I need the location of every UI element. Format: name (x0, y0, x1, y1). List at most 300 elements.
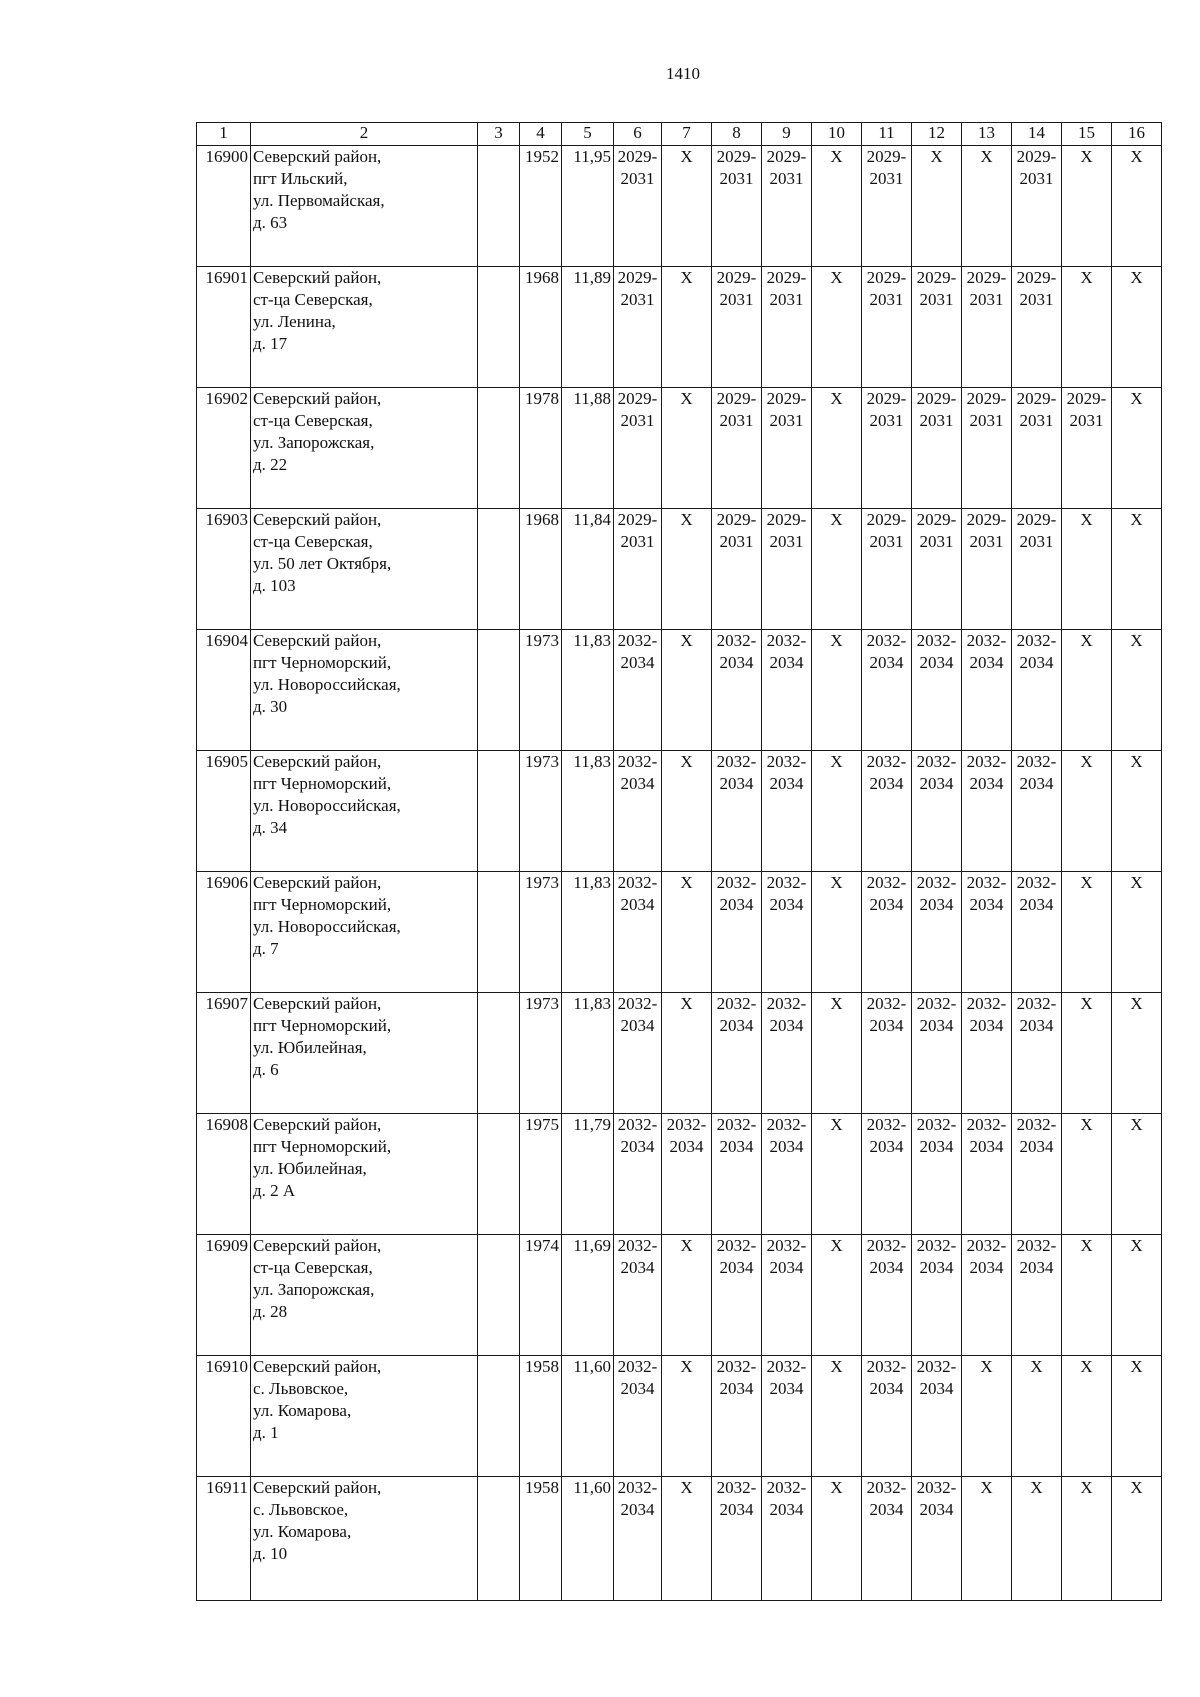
period-cell-col-8 (712, 146, 762, 267)
period-cell-col-13 (962, 630, 1012, 751)
period-cell-col-6 (614, 1356, 662, 1477)
column-header-7: 7 (662, 123, 712, 146)
address-cell (251, 751, 478, 872)
address-line: Северский район, (253, 873, 382, 892)
address-line: Северский район, (253, 147, 382, 166)
period-line: Х (1030, 1357, 1043, 1376)
period-line: Х (1130, 631, 1143, 650)
period-line: 2031 (620, 169, 655, 188)
column-3-cell (478, 146, 520, 267)
period-cell-col-9 (762, 751, 812, 872)
period-line: 2032- (766, 752, 807, 771)
period-line: 2031 (719, 532, 754, 551)
period-line: 2034 (719, 1137, 754, 1156)
period-line: 2029- (866, 389, 907, 408)
period-cell-col-9 (762, 509, 812, 630)
period-line: Х (1080, 510, 1093, 529)
period-cell-col-15 (1062, 1356, 1112, 1477)
period-cell-col-13 (962, 1235, 1012, 1356)
column-header-6: 6 (614, 123, 662, 146)
column-header-5: 5 (562, 123, 614, 146)
period-line: Х (1080, 147, 1093, 166)
address-cell (251, 872, 478, 993)
period-cell-col-6 (614, 1114, 662, 1235)
period-line: Х (980, 1357, 993, 1376)
period-cell-col-16 (1112, 1235, 1162, 1356)
period-cell-col-12 (912, 1477, 962, 1601)
period-line: 2032- (916, 1478, 957, 1497)
period-cell-col-13 (962, 1356, 1012, 1477)
year-cell: 1975 (520, 1114, 562, 1235)
period-cell-col-14 (1012, 872, 1062, 993)
period-line: 2034 (669, 1137, 704, 1156)
period-line: 2034 (769, 1379, 804, 1398)
period-line: Х (1080, 873, 1093, 892)
table-row (197, 751, 1162, 872)
period-line: 2029- (766, 147, 807, 166)
wear-cell: 11,95 (562, 146, 614, 267)
period-line: 2034 (719, 1379, 754, 1398)
period-cell-col-10 (812, 993, 862, 1114)
period-line: 2031 (620, 532, 655, 551)
period-line: 2034 (919, 1379, 954, 1398)
period-line: 2034 (969, 1137, 1004, 1156)
period-cell-col-14 (1012, 1356, 1062, 1477)
period-cell-col-6 (614, 630, 662, 751)
period-cell-col-7 (662, 751, 712, 872)
period-line: 2034 (869, 1137, 904, 1156)
period-line: 2029- (866, 510, 907, 529)
wear-cell: 11,60 (562, 1477, 614, 1601)
period-cell-col-6 (614, 993, 662, 1114)
year-cell: 1973 (520, 993, 562, 1114)
period-cell-col-16 (1112, 146, 1162, 267)
column-3-cell (478, 993, 520, 1114)
period-cell-col-10 (812, 267, 862, 388)
table-row (197, 1477, 1162, 1601)
period-line: 2032- (866, 994, 907, 1013)
period-line: 2034 (769, 1500, 804, 1519)
header-row (197, 123, 1162, 146)
period-line: 2034 (869, 895, 904, 914)
period-cell-col-8 (712, 1235, 762, 1356)
year-cell: 1968 (520, 509, 562, 630)
period-line: 2034 (620, 1500, 655, 1519)
period-line: 2032- (716, 994, 757, 1013)
period-line: Х (1130, 752, 1143, 771)
year-cell: 1973 (520, 630, 562, 751)
column-header-1: 1 (197, 123, 251, 146)
period-line: 2029- (1016, 389, 1057, 408)
period-line: Х (680, 389, 693, 408)
address-line: д. 1 (253, 1423, 279, 1442)
table-row (197, 630, 1162, 751)
period-line: Х (830, 994, 843, 1013)
period-cell-col-16 (1112, 388, 1162, 509)
period-cell-col-13 (962, 267, 1012, 388)
period-cell-col-7 (662, 993, 712, 1114)
address-line: ул. Первомайская, (253, 191, 385, 210)
period-line: 2032- (916, 873, 957, 892)
period-line: 2032- (617, 994, 658, 1013)
period-cell-col-9 (762, 1356, 812, 1477)
period-cell-col-12 (912, 267, 962, 388)
period-line: 2029- (716, 268, 757, 287)
period-line: 2034 (919, 1500, 954, 1519)
period-cell-col-14 (1012, 751, 1062, 872)
address-line: ул. Новороссийская, (253, 796, 401, 815)
period-line: 2031 (769, 169, 804, 188)
period-line: 2032- (1016, 873, 1057, 892)
period-line: 2032- (766, 1478, 807, 1497)
column-3-cell (478, 872, 520, 993)
period-cell-col-11 (862, 751, 912, 872)
period-line: 2031 (1019, 169, 1054, 188)
wear-cell: 11,69 (562, 1235, 614, 1356)
period-cell-col-12 (912, 146, 962, 267)
column-header-15: 15 (1062, 123, 1112, 146)
address-line: ул. Новороссийская, (253, 675, 401, 694)
period-cell-col-6 (614, 1235, 662, 1356)
period-cell-col-11 (862, 872, 912, 993)
period-line: 2031 (869, 290, 904, 309)
period-line: 2032- (866, 752, 907, 771)
period-line: 2032- (666, 1115, 707, 1134)
period-line: Х (1130, 1357, 1143, 1376)
period-cell-col-15 (1062, 388, 1112, 509)
period-cell-col-12 (912, 630, 962, 751)
wear-cell: 11,88 (562, 388, 614, 509)
period-cell-col-10 (812, 1114, 862, 1235)
period-line: Х (1080, 1236, 1093, 1255)
column-3-cell (478, 388, 520, 509)
address-line: д. 2 А (253, 1181, 296, 1200)
period-line: 2032- (716, 631, 757, 650)
period-cell-col-14 (1012, 1114, 1062, 1235)
period-line: 2031 (969, 290, 1004, 309)
period-line: 2032- (1016, 631, 1057, 650)
period-line: 2031 (620, 290, 655, 309)
period-cell-col-14 (1012, 1477, 1062, 1601)
period-line: 2034 (969, 653, 1004, 672)
year-cell: 1958 (520, 1356, 562, 1477)
period-line: Х (830, 389, 843, 408)
address-line: Северский район, (253, 631, 382, 650)
period-line: 2034 (919, 1137, 954, 1156)
period-line: 2034 (969, 1016, 1004, 1035)
period-line: 2029- (716, 389, 757, 408)
address-line: д. 22 (253, 455, 288, 474)
period-line: 2032- (716, 752, 757, 771)
period-cell-col-8 (712, 872, 762, 993)
period-cell-col-14 (1012, 267, 1062, 388)
period-line: Х (1130, 873, 1143, 892)
period-line: Х (1080, 631, 1093, 650)
wear-cell: 11,83 (562, 993, 614, 1114)
period-cell-col-16 (1112, 1114, 1162, 1235)
period-cell-col-9 (762, 993, 812, 1114)
period-line: 2032- (966, 752, 1007, 771)
period-cell-col-15 (1062, 146, 1112, 267)
period-line: 2031 (869, 169, 904, 188)
period-cell-col-9 (762, 872, 812, 993)
address-line: Северский район, (253, 389, 382, 408)
period-cell-col-11 (862, 388, 912, 509)
table-row (197, 1114, 1162, 1235)
period-line: Х (680, 1236, 693, 1255)
period-cell-col-8 (712, 509, 762, 630)
address-line: ул. Юбилейная, (253, 1159, 367, 1178)
period-cell-col-12 (912, 509, 962, 630)
period-line: 2029- (617, 510, 658, 529)
period-cell-col-13 (962, 146, 1012, 267)
period-line: 2031 (869, 532, 904, 551)
address-line: ул. Юбилейная, (253, 1038, 367, 1057)
period-line: 2029- (916, 389, 957, 408)
period-line: 2034 (919, 895, 954, 914)
period-line: 2032- (916, 994, 957, 1013)
address-line: Северский район, (253, 268, 382, 287)
column-3-cell (478, 1477, 520, 1601)
period-cell-col-16 (1112, 751, 1162, 872)
period-line: 2032- (966, 994, 1007, 1013)
address-line: д. 28 (253, 1302, 288, 1321)
period-cell-col-14 (1012, 509, 1062, 630)
address-line: Северский район, (253, 994, 382, 1013)
period-cell-col-7 (662, 872, 712, 993)
period-line: Х (680, 147, 693, 166)
wear-cell: 11,89 (562, 267, 614, 388)
period-cell-col-11 (862, 1356, 912, 1477)
year-cell: 1974 (520, 1235, 562, 1356)
period-line: 2034 (919, 653, 954, 672)
row-id-cell: 16905 (197, 751, 251, 872)
address-cell (251, 1235, 478, 1356)
period-line: Х (1030, 1478, 1043, 1497)
period-line: 2029- (1066, 389, 1107, 408)
period-line: 2032- (716, 1236, 757, 1255)
period-line: 2032- (617, 1115, 658, 1134)
period-line: 2034 (869, 1016, 904, 1035)
period-line: Х (830, 268, 843, 287)
period-cell-col-16 (1112, 1477, 1162, 1601)
period-line: 2032- (716, 873, 757, 892)
period-line: Х (680, 631, 693, 650)
period-line: Х (830, 1115, 843, 1134)
period-line: Х (1130, 389, 1143, 408)
period-cell-col-12 (912, 993, 962, 1114)
period-cell-col-8 (712, 993, 762, 1114)
row-id-cell: 16902 (197, 388, 251, 509)
period-line: 2031 (769, 411, 804, 430)
period-cell-col-13 (962, 388, 1012, 509)
period-line: 2034 (620, 653, 655, 672)
period-line: 2034 (969, 1258, 1004, 1277)
period-cell-col-15 (1062, 509, 1112, 630)
period-cell-col-12 (912, 1356, 962, 1477)
column-header-10: 10 (812, 123, 862, 146)
period-line: 2031 (969, 532, 1004, 551)
period-line: Х (830, 1478, 843, 1497)
column-header-3: 3 (478, 123, 520, 146)
address-line: ст-ца Северская, (253, 1258, 373, 1277)
address-line: ул. Комарова, (253, 1401, 352, 1420)
period-cell-col-10 (812, 630, 862, 751)
period-cell-col-12 (912, 751, 962, 872)
period-line: 2032- (617, 1236, 658, 1255)
period-line: 2032- (617, 752, 658, 771)
period-line: Х (680, 873, 693, 892)
period-cell-col-11 (862, 630, 912, 751)
period-cell-col-16 (1112, 1356, 1162, 1477)
address-line: ст-ца Северская, (253, 290, 373, 309)
row-id-cell: 16903 (197, 509, 251, 630)
period-line: Х (1080, 994, 1093, 1013)
period-cell-col-8 (712, 1477, 762, 1601)
period-cell-col-9 (762, 1114, 812, 1235)
period-cell-col-8 (712, 267, 762, 388)
period-line: Х (680, 994, 693, 1013)
period-cell-col-15 (1062, 751, 1112, 872)
column-header-16: 16 (1112, 123, 1162, 146)
period-cell-col-9 (762, 267, 812, 388)
period-cell-col-6 (614, 509, 662, 630)
period-cell-col-6 (614, 388, 662, 509)
table-row (197, 267, 1162, 388)
period-line: 2031 (1019, 290, 1054, 309)
row-id-cell: 16909 (197, 1235, 251, 1356)
period-line: Х (1130, 510, 1143, 529)
period-line: 2032- (966, 631, 1007, 650)
address-cell (251, 146, 478, 267)
period-line: Х (980, 147, 993, 166)
period-line: 2034 (969, 774, 1004, 793)
period-cell-col-14 (1012, 388, 1062, 509)
period-line: 2032- (617, 631, 658, 650)
row-id-cell: 16901 (197, 267, 251, 388)
table-row (197, 1356, 1162, 1477)
address-line: ст-ца Северская, (253, 532, 373, 551)
year-cell: 1978 (520, 388, 562, 509)
period-cell-col-8 (712, 630, 762, 751)
address-cell (251, 1356, 478, 1477)
period-cell-col-8 (712, 1114, 762, 1235)
period-cell-col-9 (762, 1477, 812, 1601)
period-line: 2032- (766, 631, 807, 650)
wear-cell: 11,83 (562, 751, 614, 872)
period-cell-col-8 (712, 388, 762, 509)
period-cell-col-13 (962, 1477, 1012, 1601)
period-line: 2034 (719, 895, 754, 914)
period-cell-col-15 (1062, 1114, 1112, 1235)
period-cell-col-7 (662, 1356, 712, 1477)
period-line: 2031 (769, 532, 804, 551)
period-cell-col-6 (614, 146, 662, 267)
address-line: д. 103 (253, 576, 296, 595)
row-id-cell: 16910 (197, 1356, 251, 1477)
address-line: пгт Черноморский, (253, 1016, 392, 1035)
address-line: пгт Черноморский, (253, 774, 392, 793)
table-row (197, 993, 1162, 1114)
column-3-cell (478, 751, 520, 872)
address-line: д. 6 (253, 1060, 279, 1079)
address-line: с. Львовское, (253, 1500, 349, 1519)
period-line: Х (830, 752, 843, 771)
period-line: 2032- (716, 1115, 757, 1134)
period-line: 2029- (966, 510, 1007, 529)
period-cell-col-9 (762, 146, 812, 267)
period-line: 2029- (716, 510, 757, 529)
period-cell-col-7 (662, 1477, 712, 1601)
period-cell-col-16 (1112, 267, 1162, 388)
period-cell-col-13 (962, 993, 1012, 1114)
period-line: 2034 (620, 1016, 655, 1035)
period-cell-col-10 (812, 1235, 862, 1356)
address-line: Северский район, (253, 1236, 382, 1255)
period-line: 2031 (969, 411, 1004, 430)
period-line: 2032- (916, 631, 957, 650)
period-line: 2034 (620, 895, 655, 914)
period-line: 2034 (1019, 1258, 1054, 1277)
period-line: 2034 (769, 653, 804, 672)
period-line: Х (1130, 147, 1143, 166)
period-line: Х (830, 631, 843, 650)
period-line: 2029- (766, 389, 807, 408)
period-line: Х (830, 1236, 843, 1255)
address-line: Северский район, (253, 1115, 382, 1134)
period-cell-col-16 (1112, 509, 1162, 630)
period-line: 2029- (866, 147, 907, 166)
period-cell-col-7 (662, 630, 712, 751)
period-cell-col-13 (962, 872, 1012, 993)
period-line: Х (1130, 1115, 1143, 1134)
period-line: Х (1080, 752, 1093, 771)
period-line: 2032- (866, 1357, 907, 1376)
period-line: 2032- (866, 1236, 907, 1255)
table-row (197, 1235, 1162, 1356)
year-cell: 1973 (520, 751, 562, 872)
table-row (197, 146, 1162, 267)
period-cell-col-12 (912, 1114, 962, 1235)
column-header-4: 4 (520, 123, 562, 146)
period-line: 2034 (719, 1016, 754, 1035)
period-line: 2034 (969, 895, 1004, 914)
period-line: 2034 (919, 1016, 954, 1035)
period-line: Х (1080, 1478, 1093, 1497)
period-line: 2031 (1019, 411, 1054, 430)
address-line: ст-ца Северская, (253, 411, 373, 430)
table-body (197, 146, 1162, 1601)
period-cell-col-9 (762, 630, 812, 751)
period-line: Х (830, 510, 843, 529)
period-line: 2029- (617, 268, 658, 287)
row-id-cell: 16906 (197, 872, 251, 993)
column-header-9: 9 (762, 123, 812, 146)
period-line: 2032- (766, 1236, 807, 1255)
period-line: 2032- (866, 631, 907, 650)
year-cell: 1968 (520, 267, 562, 388)
period-line: 2032- (866, 873, 907, 892)
column-header-13: 13 (962, 123, 1012, 146)
period-cell-col-11 (862, 1477, 912, 1601)
period-cell-col-10 (812, 872, 862, 993)
period-cell-col-6 (614, 872, 662, 993)
period-line: 2032- (766, 994, 807, 1013)
period-cell-col-9 (762, 1235, 812, 1356)
address-cell (251, 509, 478, 630)
period-line: 2031 (620, 411, 655, 430)
address-line: ул. 50 лет Октября, (253, 554, 392, 573)
